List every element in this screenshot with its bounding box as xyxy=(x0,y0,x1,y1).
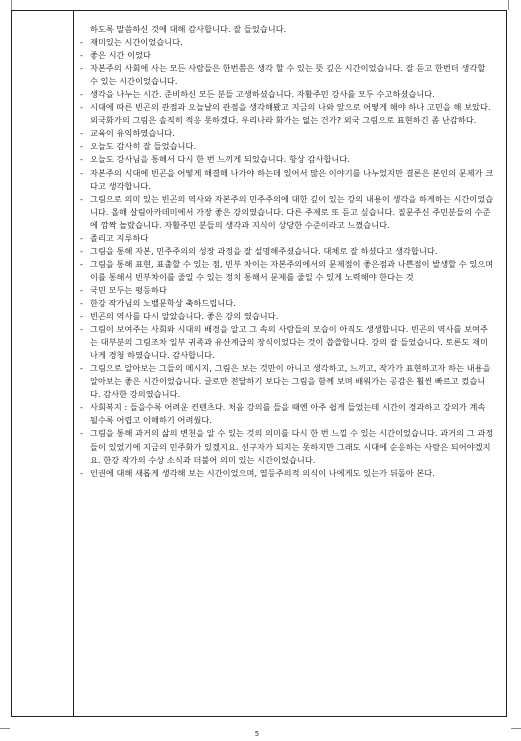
dash-bullet: - xyxy=(80,402,84,413)
list-item-text: 자본주의 사회에 사는 모든 사람들은 한번쯤은 생각 할 수 있는 뜻 깊은 시간이었습니다. 잘 듣고 한번더 생각할 수 있는 시간이었습니다. xyxy=(90,63,486,87)
feedback-cell xyxy=(80,23,494,480)
feedback-list xyxy=(80,36,494,480)
dash-bullet: - xyxy=(80,141,84,152)
list-item-text: 자본주의 시대에 빈곤을 어떻게 해결해 나가야 하는데 있어서 많은 이야기를 나누었지만 결론은 본인의 문제가 크다고 생각합니다. xyxy=(90,167,494,191)
list-item xyxy=(80,401,494,427)
list-item xyxy=(80,258,494,284)
list-item xyxy=(80,140,494,153)
dash-bullet: - xyxy=(80,128,84,139)
dash-bullet: - xyxy=(80,232,84,243)
list-item-text: 그림으로 알아보는 그들의 메시지, 그림은 보는 것만이 아니고 생각하고, 느끼고, 작가가 표현하고자 하는 내용을 알아보는 좋은 시간이었습니다. 글로만 전달하기 보다는 그림을 함께 보며 배워가는 공감은 훨씬 빠르고 컸습니다. 감사한 강의였습니다. xyxy=(90,363,491,400)
list-item-text: 그림을 통해 과거의 삶의 변천을 알 수 있는 것의 의미를 다시 한 번 느낄 수 있는 시간이었습니다. 과거의 그 과정들이 있었기에 지금의 민주화가 있겠지요. 선구자가 되지는 못하지만 그래도 시대에 순응하는 사람은 되어야겠지요. 한강 작가의 수상 소식과 더불어 의미 있는 시간이었습니다. xyxy=(90,428,494,465)
list-item-text: 그림이 보여주는 사회와 시대의 배경을 알고 그 속의 사람들의 모습이 아직도 생생합니다. 빈곤의 역사를 보여주는 대부분의 그림조차 일부 귀족과 유산계급의 장식이었다는 것이 씁쓸합니다. 강의 잘 들었습니다. 토론도 재미나게 경청 하였습니다. 감사합니다. xyxy=(90,324,488,361)
dash-bullet: - xyxy=(80,50,84,61)
list-item xyxy=(80,62,494,88)
list-item-text: 한강 작가님의 노벨문학상 축하드립니다. xyxy=(90,297,236,308)
list-item xyxy=(80,167,494,193)
list-item xyxy=(80,245,494,258)
list-item-text: 재미있는 시간이었습니다. xyxy=(90,37,183,48)
dash-bullet: - xyxy=(80,167,84,178)
list-item xyxy=(80,284,494,297)
list-item xyxy=(80,88,494,101)
list-item-text: 좋은 시간 이었다 xyxy=(90,50,152,61)
list-item-text: 그림으로 의미 있는 빈곤의 역사와 자본주의 민주주의에 대한 깊이 있는 강의 내용이 생각을 하게하는 시간이었습니다. 올해 살림아카데미에서 가장 좋은 강의였습니다. 다른 주제로 또 듣고 싶습니다. 질문주신 주민분들의 수준에 깜짝 놀랐습니다. 자활주민 분들의 생각과 지식이 상당한 수준이라고 느꼈습니다. xyxy=(90,193,494,230)
dash-bullet: - xyxy=(80,63,84,74)
list-item-text: 그림을 통해 표현, 표출할 수 있는 점, 빈부 차이는 자본주의에서의 문제점이 좋은점과 나쁜점이 발생할 수 있으며 이를 통해서 빈부차이를 줄일 수 있는 정치 통해서 문제를 줄일 수 있게 노력해야 한다는 것 xyxy=(90,258,494,282)
list-item-text: 오늘도 강사님을 통해서 다시 한 번 느끼게 되었습니다. 항상 감사합니다. xyxy=(90,154,350,165)
list-item-text: 교육이 유익하였습니다. xyxy=(90,128,175,139)
dash-bullet: - xyxy=(80,467,84,478)
list-item-text: 인권에 대해 새롭게 생각해 보는 시간이었으며, 열등주의적 의식이 나에게도 있는가 뒤돌아 본다. xyxy=(90,467,435,478)
list-item xyxy=(80,36,494,49)
list-item-text: 국민 모두는 평등하다 xyxy=(90,284,167,295)
list-item-text: 그림을 통해 자본, 민주주의의 성장 과정을 잘 설명해주셨습니다. 대체로 잘 하셨다고 생각합니다. xyxy=(90,245,438,256)
list-item xyxy=(80,323,494,362)
list-item xyxy=(80,427,494,466)
dash-bullet: - xyxy=(80,284,84,295)
crop-mark-top-right xyxy=(508,0,509,10)
dash-bullet: - xyxy=(80,324,84,335)
continued-line: 하도록 말씀하신 것에 대해 감사합니다. 잘 들었습니다. xyxy=(90,24,287,34)
list-item xyxy=(80,49,494,62)
list-item xyxy=(80,127,494,140)
list-item-text: 사회복지 : 들을수록 어려운 컨텐츠다. 처음 강의를 들을 때엔 아주 쉽게 들었는데 시간이 경과하고 강의가 계속 될수록 어렵고 이해하기 어려웠다. xyxy=(90,402,486,426)
dash-bullet: - xyxy=(80,245,84,256)
dash-bullet: - xyxy=(80,428,84,439)
dash-bullet: - xyxy=(80,363,84,374)
list-item xyxy=(80,362,494,401)
list-item-text: 오늘도 감사히 잘 들었습니다. xyxy=(90,141,197,152)
list-item xyxy=(80,232,494,245)
list-item-text: 시대에 따른 빈곤의 관점과 오늘날의 관점을 생각해봤고 지금의 나와 앞으로 어떻게 해야 하나 고민을 해 보았다. 외국화가의 그림은 솔직히 적응 못하겠다. 우리나라 화가는 없는 건가? 외국 그림으로 표현하긴 좀 난감하다. xyxy=(90,102,491,126)
list-item xyxy=(80,467,494,480)
list-item-text: 졸리고 지루하다 xyxy=(90,232,149,243)
dash-bullet: - xyxy=(80,154,84,165)
dash-bullet: - xyxy=(80,89,84,100)
crop-mark-bottom-right xyxy=(511,728,521,729)
dash-bullet: - xyxy=(80,102,84,113)
crop-mark-bottom-left xyxy=(0,728,10,729)
list-item-text: 생각을 나누는 시간. 준비하신 모든 분들 고생하셨습니다. 자활주민 강사를 모두 수고하셨습니다. xyxy=(90,89,435,100)
table-left-column xyxy=(11,10,74,717)
dash-bullet: - xyxy=(80,311,84,322)
dash-bullet: - xyxy=(80,37,84,48)
list-item xyxy=(80,153,494,166)
list-item xyxy=(80,297,494,310)
dash-bullet: - xyxy=(80,193,84,204)
crop-mark-top-left xyxy=(11,0,12,10)
dash-bullet: - xyxy=(80,258,84,269)
list-item xyxy=(80,193,494,232)
list-item-text: 빈곤의 역사를 다시 알았습니다. 좋은 강의 였습니다. xyxy=(90,311,279,322)
dash-bullet: - xyxy=(80,297,84,308)
page-number: 5 xyxy=(254,730,260,738)
list-item xyxy=(80,310,494,323)
list-item xyxy=(80,101,494,127)
